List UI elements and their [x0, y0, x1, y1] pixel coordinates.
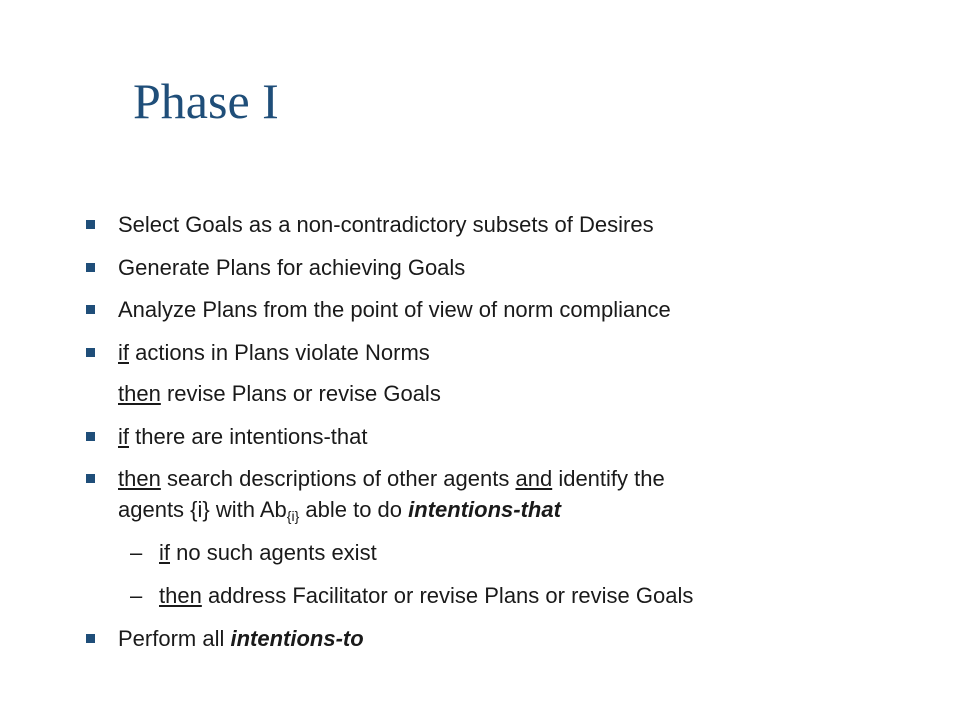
item-text: Analyze Plans from the point of view of norm compliance — [118, 297, 671, 322]
bullet-marker — [86, 220, 95, 229]
keyword-then: then — [118, 466, 161, 491]
bullet-marker — [86, 305, 95, 314]
sub-item — [159, 540, 377, 566]
item-text: revise Plans or revise Goals — [160, 381, 441, 406]
sub-dash: – — [130, 540, 143, 565]
sub-dash: – — [130, 583, 143, 608]
emphasis-term: intentions-to — [230, 626, 364, 651]
item-text: search descriptions of other agents — [160, 466, 516, 491]
item-text: address Facilitator or revise Plans or revise Goals — [201, 583, 694, 608]
bullet-item — [118, 626, 364, 652]
bullet-marker — [86, 474, 95, 483]
keyword-if: if — [159, 540, 170, 565]
continuation-line — [118, 381, 441, 407]
bullet-item — [118, 255, 465, 281]
bullet-marker — [86, 634, 95, 643]
keyword-if: if — [118, 340, 129, 365]
bullet-item — [118, 340, 430, 366]
bullet-item — [118, 466, 665, 492]
item-text: Select Goals as a non-contradictory subsets of Desires — [118, 212, 654, 237]
item-text: agents {i} with Ab — [118, 497, 287, 522]
bullet-marker — [86, 348, 95, 357]
keyword-and: and — [515, 466, 553, 491]
item-text: Generate Plans for achieving Goals — [118, 255, 466, 280]
subscript: {i} — [286, 508, 300, 524]
slide-title: Phase I — [133, 73, 279, 129]
bullet-item — [118, 424, 367, 450]
item-text: identify the — [552, 466, 665, 491]
item-text: Perform all — [118, 626, 231, 651]
keyword-then: then — [159, 583, 202, 608]
bullet-item — [118, 212, 654, 238]
bullet-marker — [86, 263, 95, 272]
item-text: no such agents exist — [170, 540, 377, 565]
emphasis-term: intentions-that — [408, 497, 561, 522]
item-text: actions in Plans violate Norms — [129, 340, 430, 365]
bullet-item — [118, 297, 671, 323]
bullet-marker — [86, 432, 95, 441]
sub-item — [159, 583, 693, 609]
continuation-line — [118, 497, 561, 529]
keyword-then: then — [118, 381, 161, 406]
item-text: there are intentions-that — [129, 424, 368, 449]
item-text: able to do — [299, 497, 409, 522]
keyword-if: if — [118, 424, 129, 449]
